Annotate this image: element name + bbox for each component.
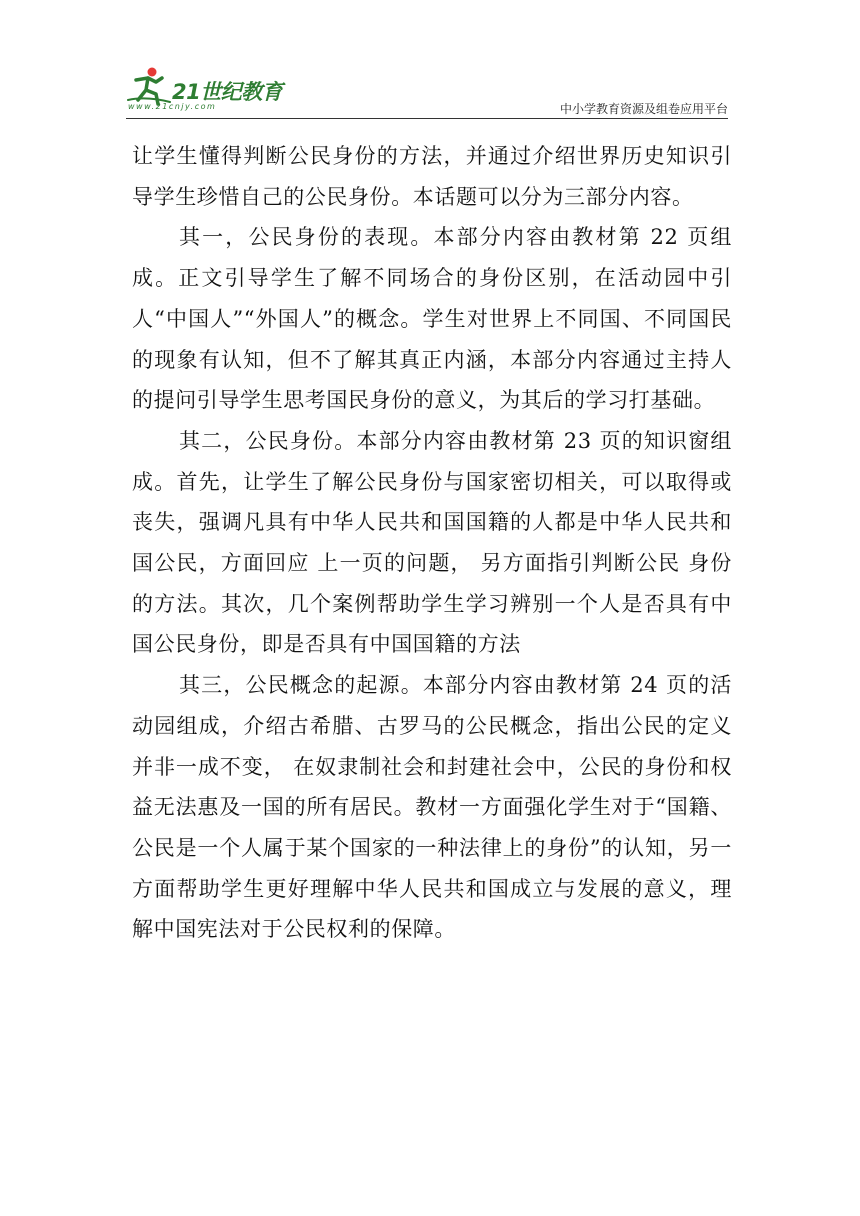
logo-text: 21世纪教育 bbox=[172, 80, 283, 104]
paragraph-part-two: 其二，公民身份。本部分内容由教材第 23 页的知识窗组成。首先，让学生了解公民身份与国家密切相关，可以取得或丧失，强调凡具有中华人民共和国国籍的人都是中华人民共和国公民，方面回应 上一页的问题， 另方面指引判断公民 身份的方法。其次，几个案例帮助学生学习辨别一个人是否具有中国公民身份，即是否具有中国国籍的方法 bbox=[132, 428, 732, 657]
paragraph-intro: 让学生懂得判断公民身份的方法，并通过介绍世界历史知识引导学生珍惜自己的公民身份。本话题可以分为三部分内容。 bbox=[132, 144, 732, 209]
paragraph-part-one: 其一，公民身份的表现。本部分内容由教材第 22 页组成。正文引导学生了解不同场合的身份区别，在活动园中引人“中国人”“外国人”的概念。学生对世界上不同国、不同国民的现象有认知，但不了解其真正内涵，本部分内容通过主持人的提问引导学生思考国民身份的意义，为其后的学习打基础。 bbox=[132, 225, 732, 413]
logo-url: www.21cnjy.com bbox=[128, 102, 217, 111]
page-header bbox=[126, 64, 728, 120]
paragraph-part-three: 其三，公民概念的起源。本部分内容由教材第 24 页的活动园组成，介绍古希腊、古罗马的公民概念，指出公民的定义并非一成不变， 在奴隶制社会和封建社会中，公民的身份和权益无法惠及一国的所有居民。教材一方面强化学生对于“国籍、公民是一个人属于某个国家的一种法律上的身份”的认知，另一方面帮助学生更好理解中华人民共和国成立与发展的意义，理解中国宪法对于公民权利的保障。 bbox=[132, 673, 732, 942]
site-logo bbox=[126, 66, 296, 118]
header-divider bbox=[126, 118, 728, 119]
document-body bbox=[132, 136, 732, 950]
running-figure-icon bbox=[126, 66, 174, 106]
header-tagline: 中小学教育资源及组卷应用平台 bbox=[559, 102, 728, 116]
